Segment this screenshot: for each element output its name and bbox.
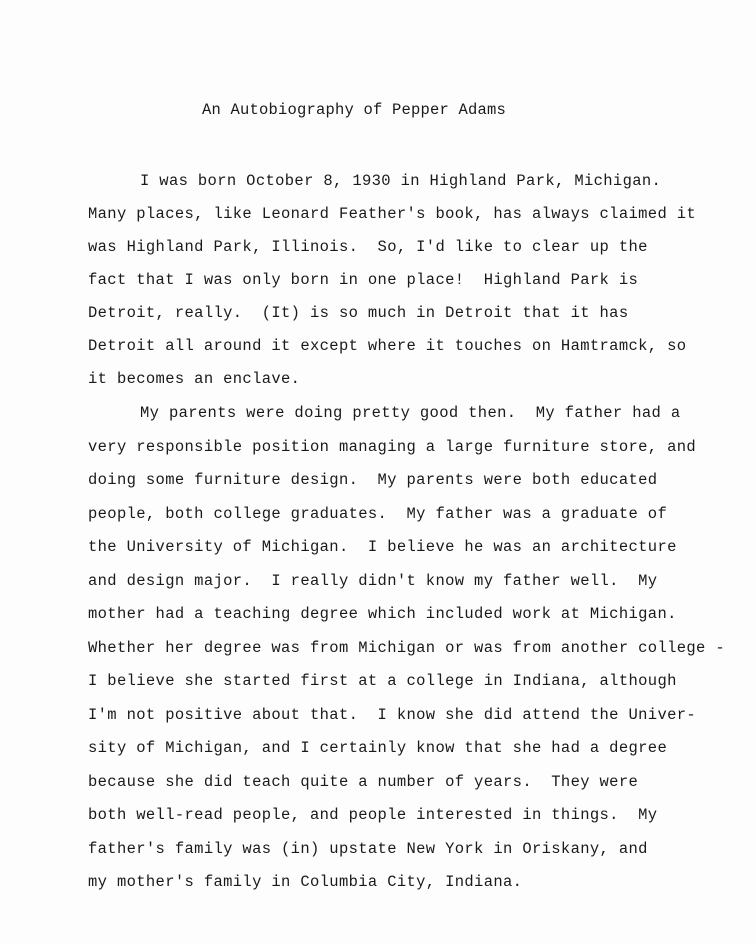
text-line: sity of Michigan, and I certainly know that she had a degree — [88, 739, 668, 757]
text-line: Detroit, really. (It) is so much in Detroit that it has — [88, 304, 629, 322]
text-line: because she did teach quite a number of years. They were — [88, 773, 639, 791]
text-line: both well-read people, and people interested in things. My — [88, 806, 658, 824]
text-line: my mother's family in Columbia City, Indiana. — [88, 873, 523, 891]
text-line: mother had a teaching degree which included work at Michigan. — [88, 605, 677, 623]
text-line: it becomes an enclave. — [88, 370, 301, 388]
text-line: fact that I was only born in one place! Highland Park is — [88, 271, 639, 289]
text-line: and design major. I really didn't know my father well. My — [88, 572, 658, 590]
text-line: I'm not positive about that. I know she did attend the Univer- — [88, 706, 697, 724]
text-line: My parents were doing pretty good then. My father had a — [140, 404, 681, 422]
text-line: people, both college graduates. My father was a graduate of — [88, 505, 668, 523]
text-line: Detroit all around it except where it touches on Hamtramck, so — [88, 337, 687, 355]
text-line: father's family was (in) upstate New York in Oriskany, and — [88, 840, 648, 858]
text-line: the University of Michigan. I believe he was an architecture — [88, 538, 677, 556]
text-line: very responsible position managing a large furniture store, and — [88, 438, 697, 456]
text-line: Whether her degree was from Michigan or was from another college - — [88, 639, 725, 657]
text-line: I believe she started first at a college in Indiana, although — [88, 672, 677, 690]
text-line: I was born October 8, 1930 in Highland Park, Michigan. — [140, 172, 662, 190]
document-title: An Autobiography of Pepper Adams — [202, 101, 507, 119]
text-line: doing some furniture design. My parents were both educated — [88, 471, 658, 489]
text-line: Many places, like Leonard Feather's book, has always claimed it — [88, 205, 697, 223]
text-line: was Highland Park, Illinois. So, I'd like to clear up the — [88, 238, 648, 256]
